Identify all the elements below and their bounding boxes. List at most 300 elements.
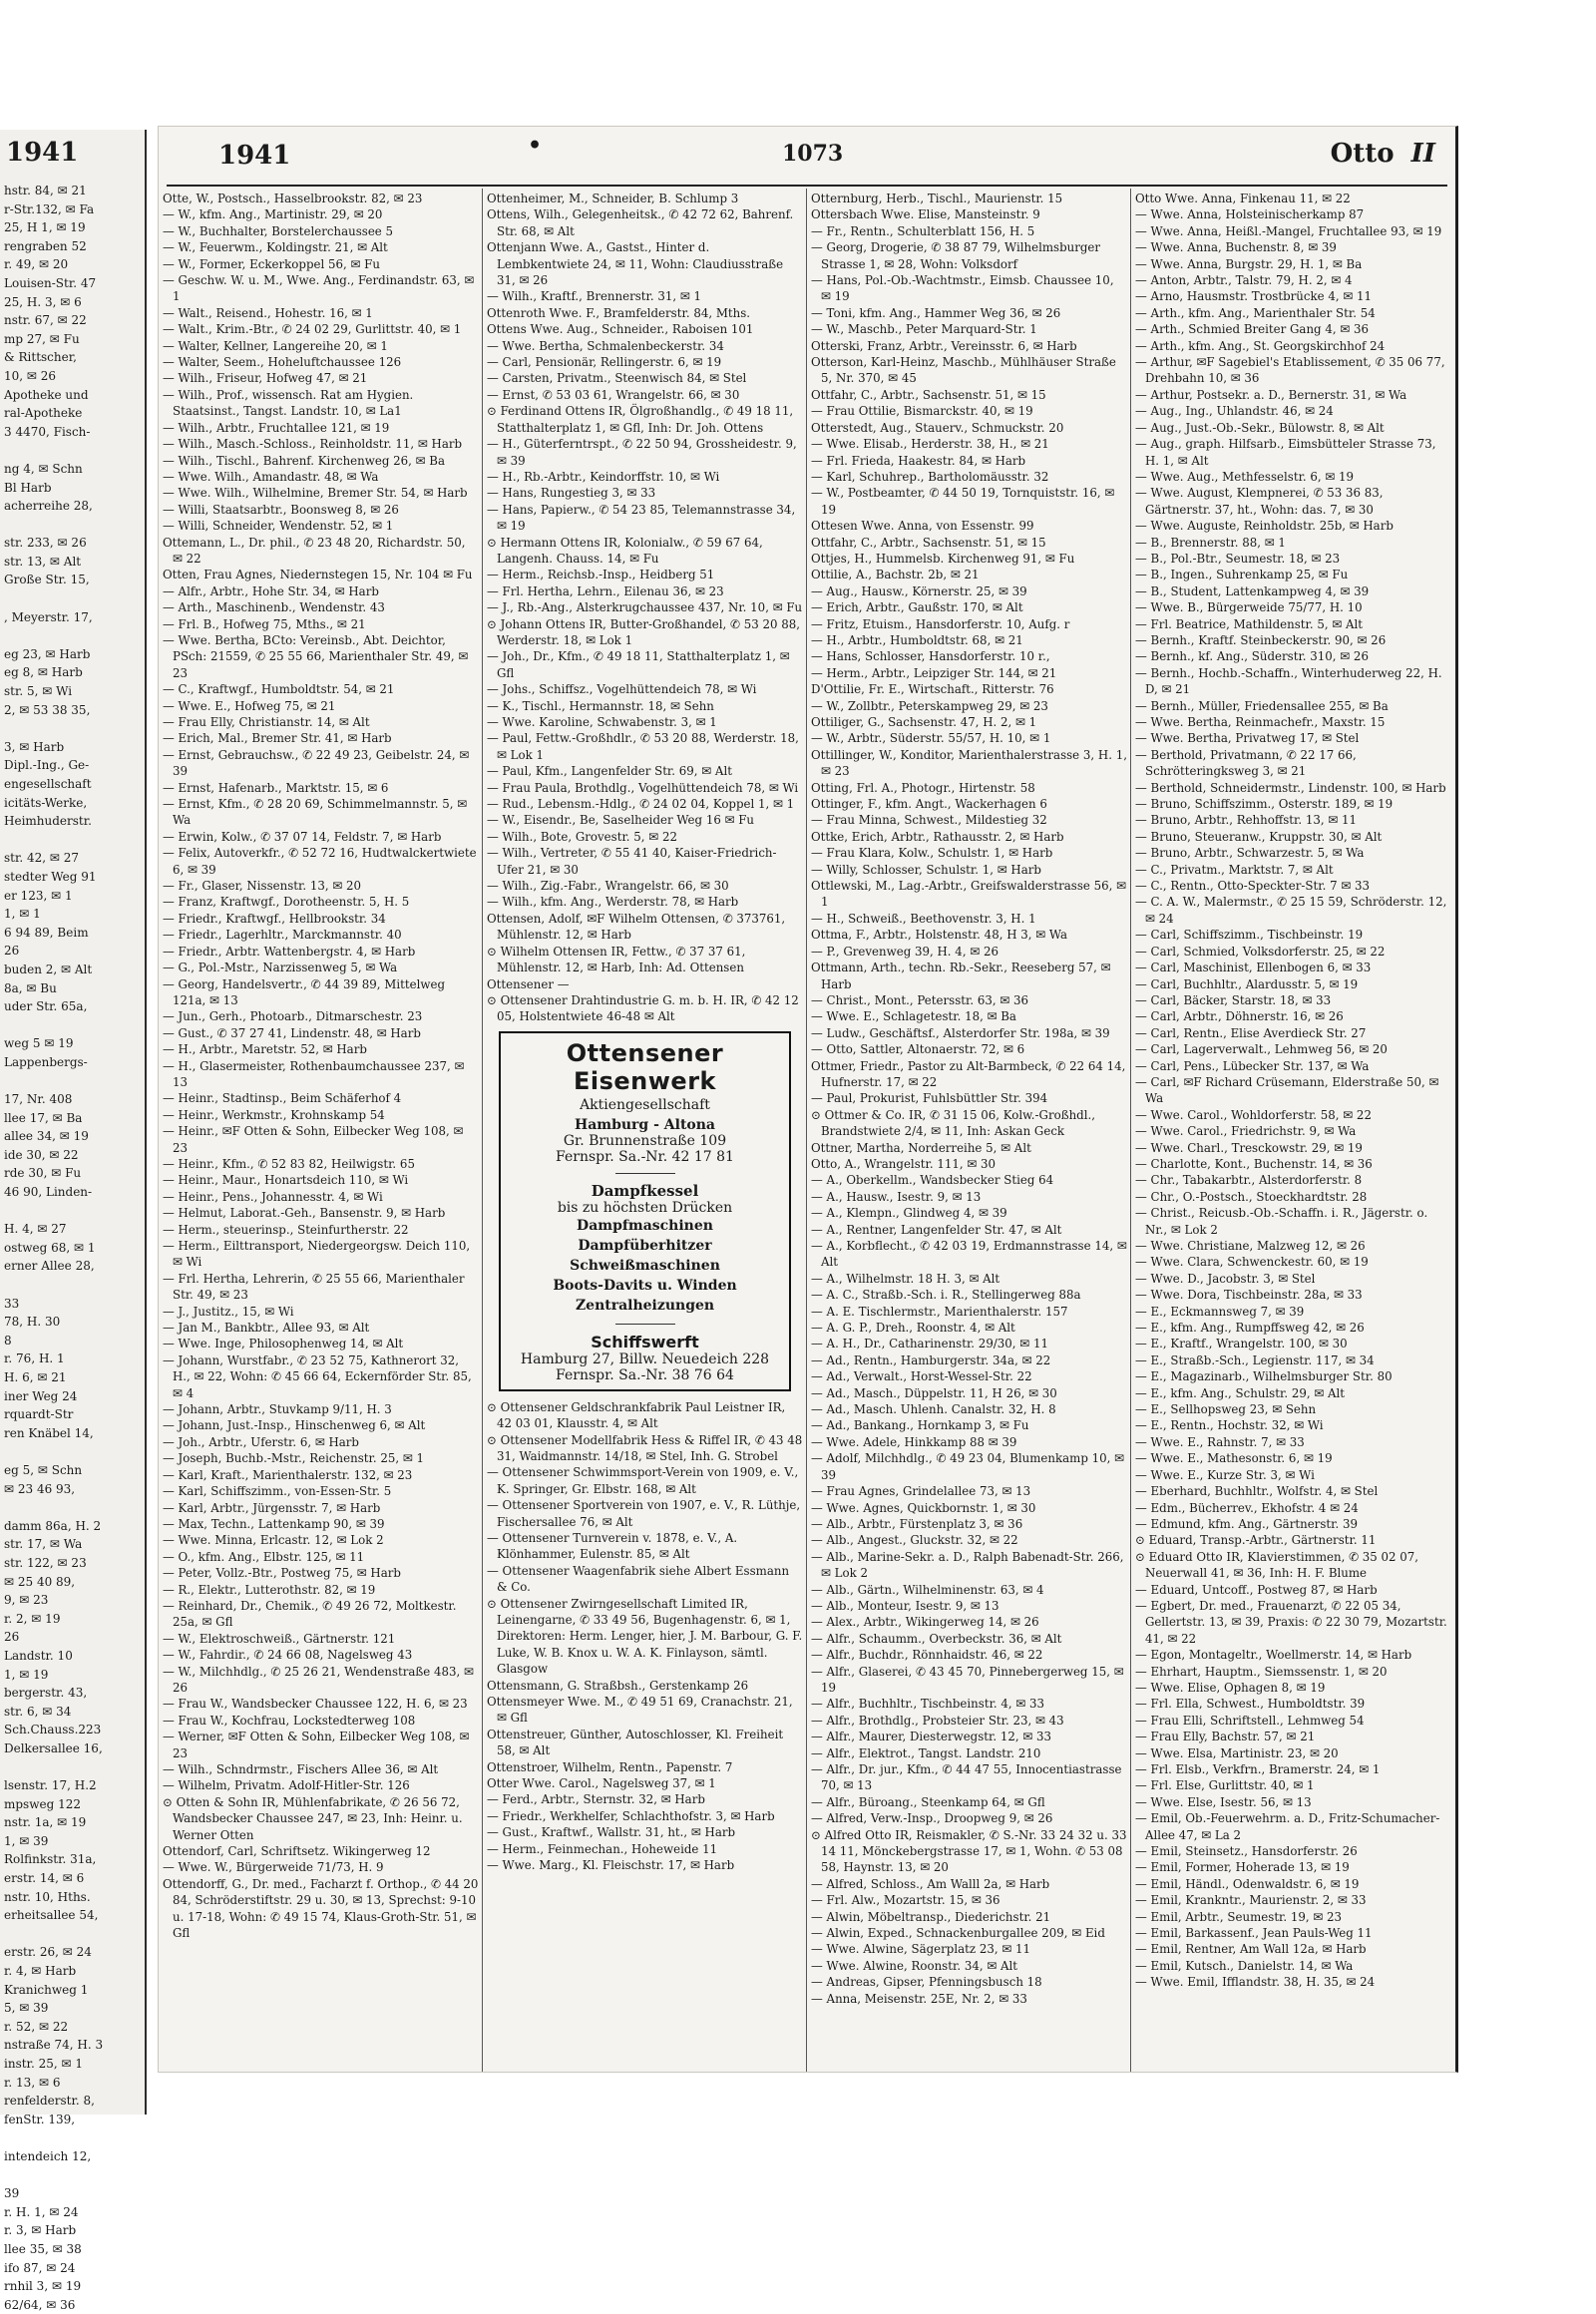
directory-entry: — Herm., Feinmechan., Hoheweide 11 bbox=[487, 1841, 718, 1856]
directory-entry: — Paul, Prokurist, Fuhlsbüttler Str. 394 bbox=[811, 1091, 1048, 1106]
left-page-line: 1, ✉ 19 bbox=[4, 1667, 49, 1682]
directory-entry: — Anton, Arbtr., Talstr. 79, H. 2, ✉ 4 bbox=[1135, 273, 1353, 288]
directory-entry: — Felix, Autoverkfr., ✆ 52 72 16, Hudtwalckertwiete 6, ✉ 39 bbox=[163, 846, 477, 877]
directory-entry: — E., Magazinarb., Wilhelmsburger Str. 80 bbox=[1135, 1369, 1393, 1384]
directory-entry: ⊙ Hermann Ottens IR, Kolonialw., ✆ 59 67 64, Langenh. Chauss. 14, ✉ Fu bbox=[487, 535, 763, 566]
column-3 bbox=[807, 189, 1131, 2072]
directory-entry: — Alfr., Schaumm., Overbeckstr. 36, ✉ Alt bbox=[811, 1631, 1062, 1646]
directory-entry: — Max, Techn., Lattenkamp 90, ✉ 39 bbox=[163, 1516, 385, 1531]
directory-entry: Otter Wwe. Carol., Nagelsweg 37, ✉ 1 bbox=[487, 1776, 716, 1791]
directory-entry: — Adolf, Milchhdlg., ✆ 49 23 04, Blumenkamp 10, ✉ 39 bbox=[811, 1451, 1125, 1482]
directory-entry: — W., Postbeamter, ✆ 44 50 19, Tornquiststr. 16, ✉ 19 bbox=[811, 486, 1115, 517]
directory-entry: — Wwe. Anna, Holsteinischerkamp 87 bbox=[1135, 207, 1365, 222]
directory-entry: — Wwe. Inge, Philosophenweg 14, ✉ Alt bbox=[163, 1337, 404, 1351]
directory-entry: — A. G. P., Dreh., Roonstr. 4, ✉ Alt bbox=[811, 1321, 1015, 1336]
directory-entry: — Arth., kfm. Ang., Marienthaler Str. 54 bbox=[1135, 305, 1376, 320]
left-page-line: allee 34, ✉ 19 bbox=[4, 1129, 89, 1144]
directory-entry: — Ernst, Kfm., ✆ 28 20 69, Schimmelmannstr. 5, ✉ Wa bbox=[163, 797, 468, 828]
left-page-line: ral-Apotheke bbox=[4, 406, 83, 421]
directory-entry: — J., Rb.-Ang., Alsterkrugchaussee 437, Nr. 10, ✉ Fu bbox=[487, 600, 803, 615]
directory-entry: — Wilh., Tischl., Bahrenf. Kirchenweg 26, ✉ Ba bbox=[163, 453, 445, 468]
directory-entry: — Wilh., Masch.-Schloss., Reinholdstr. 11, ✉ Harb bbox=[163, 437, 463, 452]
directory-entry: ⊙ Eduard Otto IR, Klavierstimmen, ✆ 35 02 07, Neuerwall 41, ✉ 36, Inh: H. F. Blume bbox=[1135, 1549, 1419, 1581]
directory-entry: — Ottensener Turnverein v. 1878, e. V., A. Klönhammer, Eulenstr. 85, ✉ Alt bbox=[487, 1530, 738, 1562]
directory-entry: — Frl. Frieda, Haakestr. 84, ✉ Harb bbox=[811, 453, 1026, 468]
directory-entry: Otterski, Franz, Arbtr., Vereinsstr. 6, ✉ Harb bbox=[811, 338, 1077, 353]
left-page-line: 9, ✉ 23 bbox=[4, 1593, 49, 1608]
left-page-line: iner Weg 24 bbox=[4, 1388, 78, 1403]
directory-entry: — Hans, Pol.-Ob.-Wachtmstr., Eimsb. Chaussee 10, ✉ 19 bbox=[811, 273, 1114, 304]
directory-entry: — Bernh., kf. Ang., Süderstr. 310, ✉ 26 bbox=[1135, 649, 1369, 664]
directory-entry: — Ottensener Schwimmsport-Verein von 1909, e. V., K. Springer, Gr. Elbstr. 168, ✉ Alt bbox=[487, 1465, 799, 1496]
left-page-line: llee 17, ✉ Ba bbox=[4, 1110, 83, 1125]
directory-entry: — Wwe. E., Kurze Str. 3, ✉ Wi bbox=[1135, 1467, 1315, 1482]
directory-entry: — Aug., Just.-Ob.-Sekr., Bülowstr. 8, ✉ Alt bbox=[1135, 420, 1385, 435]
directory-entry: — Joseph, Buchb.-Mstr., Reichenstr. 25, ✉ 1 bbox=[163, 1451, 424, 1466]
directory-entry: — Wwe. Alwine, Roonstr. 34, ✉ Alt bbox=[811, 1958, 1017, 1973]
left-page-line: nstr. 67, ✉ 22 bbox=[4, 313, 87, 328]
left-page-line bbox=[4, 1276, 139, 1295]
directory-entry: — Wwe. B., Bürgerweide 75/77, H. 10 bbox=[1135, 600, 1363, 615]
left-page-line: r. 76, H. 1 bbox=[4, 1351, 65, 1366]
left-page-line: instr. 25, ✉ 1 bbox=[4, 2056, 83, 2071]
directory-entry: — Arth., Schmied Breiter Gang 4, ✉ 36 bbox=[1135, 322, 1370, 337]
directory-entry: — Egon, Montageltr., Woellmerstr. 14, ✉ Harb bbox=[1135, 1648, 1412, 1663]
directory-entry: — Charlotte, Kont., Buchenstr. 14, ✉ 36 bbox=[1135, 1156, 1373, 1171]
directory-entry: — Frl. Elsb., Verkfrn., Bramerstr. 24, ✉ 1 bbox=[1135, 1762, 1381, 1776]
directory-entry: — W., kfm. Ang., Martinistr. 29, ✉ 20 bbox=[163, 207, 383, 222]
directory-entry: — Walt., Reisend., Hohestr. 16, ✉ 1 bbox=[163, 305, 373, 320]
directory-entry: — Frau Ottilie, Bismarckstr. 40, ✉ 19 bbox=[811, 404, 1033, 419]
directory-entry: — Wwe. E., Schlagetestr. 18, ✉ Ba bbox=[811, 1009, 1016, 1024]
directory-entry: — Alfr., Elektrot., Tangst. Landstr. 210 bbox=[811, 1745, 1041, 1760]
left-page-line: rnhil 3, ✉ 19 bbox=[4, 2279, 82, 2294]
directory-entry: — Willi, Staatsarbtr., Boonsweg 8, ✉ 26 bbox=[163, 502, 399, 517]
directory-entry: — H., Schweiß., Beethovenstr. 3, H. 1 bbox=[811, 911, 1036, 926]
directory-entry: — Ernst, Hafenarb., Marktstr. 15, ✉ 6 bbox=[163, 780, 389, 795]
directory-entry: — Carsten, Privatm., Steenwisch 84, ✉ Stel bbox=[487, 371, 747, 386]
left-page-line: 2, ✉ 53 38 35, bbox=[4, 702, 91, 717]
directory-entry: — Otto, Sattler, Altonaerstr. 72, ✉ 6 bbox=[811, 1042, 1025, 1057]
ad-heading: Dampfkessel bbox=[591, 1181, 699, 1200]
directory-entry: — O., kfm. Ang., Elbstr. 125, ✉ 11 bbox=[163, 1549, 365, 1564]
directory-entry: — Fritz, Etuism., Hansdorferstr. 10, Aufg. r bbox=[811, 616, 1070, 631]
directory-entry: — Wwe. Marg., Kl. Fleischstr. 17, ✉ Harb bbox=[487, 1858, 735, 1873]
ad-separator bbox=[615, 1173, 675, 1174]
directory-entry: — Carl, Pens., Lübecker Str. 137, ✉ Wa bbox=[1135, 1058, 1370, 1073]
directory-entry: Otting, Frl. A., Photogr., Hirtenstr. 58 bbox=[811, 780, 1035, 795]
directory-entry: — Heinr., Pens., Johannesstr. 4, ✉ Wi bbox=[163, 1189, 383, 1204]
directory-entry: Ottenheimer, M., Schneider, B. Schlump 3 bbox=[487, 192, 739, 205]
directory-entry: — Ottensener Sportverein von 1907, e. V., R. Lüthje, Fischersallee 76, ✉ Alt bbox=[487, 1498, 801, 1529]
left-page-line: ✉ 23 46 93, bbox=[4, 1481, 76, 1496]
directory-entry: — Carl, Bäcker, Starstr. 18, ✉ 33 bbox=[1135, 992, 1332, 1007]
left-page-line: 26 bbox=[4, 944, 20, 959]
left-page-line: Landstr. 10 bbox=[4, 1648, 73, 1663]
directory-entry: Ottendorf, Carl, Schriftsetz. Wikingerweg 12 bbox=[163, 1844, 431, 1859]
directory-entry: — Johann, Wurstfabr., ✆ 23 52 75, Kathnerort 32, H., ✉ 22, Wohn: ✆ 45 66 64, Eckernförder Str. 85, ✉ 4 bbox=[163, 1352, 472, 1400]
directory-entry: — Joh., Arbtr., Uferstr. 6, ✉ Harb bbox=[163, 1434, 359, 1449]
left-page-line: str. 6, ✉ 34 bbox=[4, 1704, 72, 1719]
directory-entry: — Emil, Rentner, Am Wall 12a, ✉ Harb bbox=[1135, 1942, 1367, 1957]
ad-heading-sub: bis zu höchsten Drücken bbox=[557, 1199, 733, 1216]
directory-entry: — Georg, Drogerie, ✆ 38 87 79, Wilhelmsburger Strasse 1, ✉ 28, Wohn: Volksdorf bbox=[811, 240, 1101, 271]
directory-entry: — Chr., Tabakarbtr., Alsterdorferstr. 8 bbox=[1135, 1173, 1363, 1188]
directory-entry: — Wwe. Charl., Tresckowstr. 29, ✉ 19 bbox=[1135, 1140, 1363, 1155]
left-page-fragment bbox=[0, 130, 147, 2312]
directory-entry: Ottersbach Wwe. Elise, Mansteinstr. 9 bbox=[811, 207, 1040, 222]
left-page-line: 39 bbox=[4, 2186, 20, 2201]
directory-entry: — E., kfm. Ang., Rumpffsweg 42, ✉ 26 bbox=[1135, 1321, 1365, 1336]
directory-entry: — Wilh., Zig.-Fabr., Wrangelstr. 66, ✉ 30 bbox=[487, 879, 729, 894]
header-volume: II bbox=[1410, 139, 1435, 169]
left-page-line: Sch.Chauss.223 bbox=[4, 1723, 102, 1737]
left-page-line: 8a, ✉ Bu bbox=[4, 980, 57, 995]
directory-entry: — Erwin, Kolw., ✆ 37 07 14, Feldstr. 7, ✉ Harb bbox=[163, 829, 442, 844]
directory-entry: — Wwe. Wilh., Wilhelmine, Bremer Str. 54, ✉ Harb bbox=[163, 486, 468, 501]
directory-entry: — Gust., Kraftwf., Wallstr. 31, ht., ✉ Harb bbox=[487, 1825, 736, 1840]
directory-entry: — A., Korbflecht., ✆ 42 03 19, Erdmannstrasse 14, ✉ Alt bbox=[811, 1239, 1127, 1270]
left-page-line: 8 bbox=[4, 1333, 12, 1348]
directory-entry: — C., Privatm., Marktstr. 7, ✉ Alt bbox=[1135, 862, 1334, 877]
directory-entry: — Wwe. Elisab., Herderstr. 38, H., ✉ 21 bbox=[811, 437, 1049, 452]
left-page-line: hstr. 84, ✉ 21 bbox=[4, 184, 87, 197]
directory-entry: — Paul, Fettw.-Großhdlr., ✆ 53 20 88, Werderstr. 18, ✉ Lok 1 bbox=[487, 731, 799, 762]
directory-entry: — Toni, kfm. Ang., Hammer Weg 36, ✉ 26 bbox=[811, 305, 1061, 320]
directory-entry: Ottenroth Wwe. F., Bramfelderstr. 84, Mths. bbox=[487, 305, 751, 320]
directory-entry: — Arthur, ✉F Sagebiel's Etablissement, ✆ 35 06 77, Drehbahn 10, ✉ 36 bbox=[1135, 355, 1445, 386]
left-page-line bbox=[4, 2166, 139, 2185]
directory-entry: — Chr., O.-Postsch., Stoeckhardtstr. 28 bbox=[1135, 1189, 1368, 1204]
left-page-line: r-Str.132, ✉ Fa bbox=[4, 201, 95, 216]
directory-entry: — Wwe. Bertha, Schmalenbeckerstr. 34 bbox=[487, 338, 724, 353]
directory-entry: Otto, A., Wrangelstr. 111, ✉ 30 bbox=[811, 1156, 996, 1171]
directory-entry: ⊙ Ferdinand Ottens IR, Ölgroßhandlg., ✆ 49 18 11, Statthalterplatz 1, ✉ Gfl, Inh: Dr. Joh. Ottens bbox=[487, 404, 794, 435]
directory-entry: ⊙ Ottensener Zwirngesellschaft Limited IR, Leinengarne, ✆ 33 49 56, Bugenhagenstr. 6, ✉ 1, Direktoren: Herm. Lenger, hier, J. M. Barbour, G. F. Luke, W. B. Knox u. W. A. K. Finlayson, sämtl. Glasgow bbox=[487, 1596, 803, 1677]
directory-entry: — W., Former, Eckerkoppel 56, ✉ Fu bbox=[163, 256, 380, 271]
left-page-line bbox=[4, 831, 139, 850]
directory-entry: — Willi, Schneider, Wendenstr. 52, ✉ 1 bbox=[163, 519, 394, 534]
directory-entry: — Ad., Bankang., Hornkamp 3, ✉ Fu bbox=[811, 1418, 1029, 1433]
directory-entry: — Heinr., Maur., Honartsdeich 110, ✉ Wi bbox=[163, 1173, 409, 1188]
directory-entry: — Walter, Seem., Hoheluftchaussee 126 bbox=[163, 355, 402, 370]
directory-entry: — Willy, Schlosser, Schulstr. 1, ✉ Harb bbox=[811, 862, 1041, 877]
directory-entry: Ottendorff, G., Dr. med., Facharzt f. Orthop., ✆ 44 20 84, Schröderstiftstr. 29 u. 30, ✉ 13, Sprechst: 9-10 u. 17-18, Wohn: ✆ 49 15 74, Klaus-Groth-Str. 51, ✉ Gfl bbox=[163, 1876, 479, 1941]
left-page-line: erner Allee 28, bbox=[4, 1259, 95, 1274]
left-page-line: 1, ✉ 39 bbox=[4, 1833, 49, 1848]
directory-entry: — Heinr., Werkmstr., Krohnskamp 54 bbox=[163, 1107, 385, 1122]
directory-entry: — Wwe. D., Jacobstr. 3, ✉ Stel bbox=[1135, 1271, 1316, 1286]
advertisement-ottensener-eisenwerk bbox=[499, 1031, 791, 1391]
directory-entry: — Carl, Schmied, Volksdorferstr. 25, ✉ 22 bbox=[1135, 944, 1386, 959]
directory-entry: — E., Straßb.-Sch., Legienstr. 117, ✉ 34 bbox=[1135, 1352, 1375, 1367]
left-page-line: 33 bbox=[4, 1296, 20, 1311]
directory-entry: — Emil, Former, Hoherade 13, ✉ 19 bbox=[1135, 1860, 1350, 1875]
left-page-line: Heimhuderstr. bbox=[4, 814, 92, 829]
directory-entry: — Johann, Just.-Insp., Hinschenweg 6, ✉ Alt bbox=[163, 1418, 426, 1433]
left-page-line: H. 4, ✉ 27 bbox=[4, 1222, 67, 1237]
directory-entry: — Herm., Eilttransport, Niedergeorgsw. Deich 110, ✉ Wi bbox=[163, 1239, 471, 1270]
directory-columns bbox=[159, 189, 1455, 2072]
left-page-line: Delkersallee 16, bbox=[4, 1740, 103, 1755]
directory-entry: — Friedr., Lagerhltr., Marckmannstr. 40 bbox=[163, 928, 402, 943]
left-page-line: r. 3, ✉ Harb bbox=[4, 2223, 77, 2238]
directory-entry: — Emil, Ob.-Feuerwehrm. a. D., Fritz-Schumacher-Allee 47, ✉ La 2 bbox=[1135, 1811, 1440, 1842]
directory-entry: — Herm., steuerinsp., Steinfurtherstr. 22 bbox=[163, 1222, 409, 1237]
directory-entry: — Frau Minna, Schwest., Mildestieg 32 bbox=[811, 813, 1047, 828]
directory-entry: — Heinr., Stadtinsp., Beim Schäferhof 4 bbox=[163, 1091, 402, 1106]
left-page-line: 1, ✉ 1 bbox=[4, 907, 41, 922]
directory-entry: — Alwin, Exped., Schnackenburgallee 209, ✉ Eid bbox=[811, 1926, 1105, 1941]
ad-product: Zentralheizungen bbox=[575, 1297, 715, 1314]
directory-entry: — Wwe. Emil, Ifflandstr. 38, H. 35, ✉ 24 bbox=[1135, 1975, 1376, 1990]
left-page-line bbox=[4, 516, 139, 535]
directory-entry: Ottenstreuer, Günther, Autoschlosser, Kl. Freiheit 58, ✉ Alt bbox=[487, 1727, 784, 1758]
left-page-line: 6 94 89, Beim bbox=[4, 925, 89, 940]
directory-entry: — Frl. Beatrice, Mathildenstr. 5, ✉ Alt bbox=[1135, 616, 1364, 631]
directory-entry: — Ottensener Waagenfabrik siehe Albert Essmann & Co. bbox=[487, 1563, 790, 1595]
left-page-line: mpsweg 122 bbox=[4, 1796, 81, 1811]
directory-entry: — Carl, Schiffszimm., Tischbeinstr. 19 bbox=[1135, 928, 1364, 943]
column-2-entries-bottom bbox=[487, 1399, 803, 1874]
directory-entry: — Wwe. Elise, Ophagen 8, ✉ 19 bbox=[1135, 1680, 1326, 1695]
left-page-line bbox=[4, 1925, 139, 1944]
left-page-line: Dipl.-Ing., Ge- bbox=[4, 758, 90, 773]
directory-entry: — Berthold, Schneidermstr., Lindenstr. 100, ✉ Harb bbox=[1135, 780, 1446, 795]
directory-entry: — K., Tischl., Hermannstr. 18, ✉ Sehn bbox=[487, 698, 714, 713]
directory-entry: — Alfr., Buchhltr., Tischbeinstr. 4, ✉ 33 bbox=[811, 1697, 1045, 1712]
directory-entry: — Carl, Lagerverwalt., Lehmweg 56, ✉ 20 bbox=[1135, 1042, 1388, 1057]
directory-entry: Otte, W., Postsch., Hasselbrookstr. 82, ✉ 23 bbox=[163, 192, 423, 205]
left-page-line: weg 5 ✉ 19 bbox=[4, 1036, 74, 1051]
directory-entry: — W., Eisendr., Be, Saselheider Weg 16 ✉ Fu bbox=[487, 813, 754, 828]
page-number: 1073 bbox=[782, 141, 844, 167]
directory-entry: — Alfr., Brothdlg., Probsteier Str. 23, ✉ 43 bbox=[811, 1713, 1064, 1728]
directory-entry: — Ad., Verwalt., Horst-Wessel-Str. 22 bbox=[811, 1369, 1032, 1384]
directory-entry: — Heinr., Kfm., ✆ 52 83 82, Heilwigstr. 65 bbox=[163, 1156, 415, 1171]
directory-entry: ⊙ Ottensener Modellfabrik Hess & Riffel IR, ✆ 43 48 31, Waidmannstr. 14/18, ✉ Stel, Inh. G. Strobel bbox=[487, 1432, 803, 1463]
directory-entry: — Frau Elly, Christianstr. 14, ✉ Alt bbox=[163, 715, 370, 729]
directory-entry: — Emil, Arbtr., Seumestr. 19, ✉ 23 bbox=[1135, 1909, 1343, 1924]
directory-entry: ⊙ Otten & Sohn IR, Mühlenfabrikate, ✆ 26 56 72, Wandsbecker Chaussee 247, ✉ 23, Inh: Heinr. u. Werner Otten bbox=[163, 1794, 463, 1842]
directory-entry: — Franz, Kraftwgf., Dorotheenstr. 5, H. 5 bbox=[163, 895, 410, 910]
left-page-line bbox=[4, 1072, 139, 1091]
left-page-line: damm 86a, H. 2 bbox=[4, 1518, 102, 1533]
directory-entry: — Arth., kfm. Ang., St. Georgskirchhof 24 bbox=[1135, 338, 1386, 353]
directory-entry: — Wwe. Elsa, Martinistr. 23, ✉ 20 bbox=[1135, 1745, 1339, 1760]
directory-entry: — A., Rentner, Langenfelder Str. 47, ✉ Alt bbox=[811, 1222, 1062, 1237]
left-page-line: ifo 87, ✉ 24 bbox=[4, 2260, 76, 2275]
directory-entry: — Frau W., Wandsbecker Chaussee 122, H. 6, ✉ 23 bbox=[163, 1697, 468, 1712]
left-page-line: 46 90, Linden- bbox=[4, 1185, 93, 1200]
ad-product: Boots-Davits u. Winden bbox=[553, 1277, 737, 1294]
left-page-line: erstr. 14, ✉ 6 bbox=[4, 1871, 85, 1886]
directory-entry: — Wwe. Anna, Buchenstr. 8, ✉ 39 bbox=[1135, 240, 1337, 255]
directory-entry: — Wwe. Aug., Methfesselstr. 6, ✉ 19 bbox=[1135, 469, 1355, 484]
directory-entry: — Christ., Reicusb.-Ob.-Schaffn. i. R., Jägerstr. o. Nr., ✉ Lok 2 bbox=[1135, 1206, 1428, 1237]
directory-entry: — Wwe. Alwine, Sägerplatz 23, ✉ 11 bbox=[811, 1942, 1030, 1957]
directory-entry: — Alfr., Arbtr., Hohe Str. 34, ✉ Harb bbox=[163, 583, 379, 598]
directory-entry: — Bernh., Kraftf. Steinbeckerstr. 90, ✉ 26 bbox=[1135, 632, 1387, 647]
directory-entry: Ottenjann Wwe. A., Gastst., Hinter d. Lembkentwiete 24, ✉ 11, Wohn: Claudiusstraße 31, ✉ 26 bbox=[487, 240, 784, 288]
directory-entry: — Herm., Arbtr., Leipziger Str. 144, ✉ 21 bbox=[811, 665, 1057, 680]
directory-entry: — A., Hausw., Isestr. 9, ✉ 13 bbox=[811, 1189, 982, 1204]
directory-entry: — Hans, Rungestieg 3, ✉ 33 bbox=[487, 486, 656, 501]
directory-entry: — Frl. Hertha, Lehrerin, ✆ 25 55 66, Marienthaler Str. 49, ✉ 23 bbox=[163, 1271, 465, 1303]
left-page-line: rengraben 52 bbox=[4, 238, 87, 253]
directory-entry: — Ad., Rentn., Hamburgerstr. 34a, ✉ 22 bbox=[811, 1352, 1051, 1367]
ad-product: Schweißmaschinen bbox=[570, 1257, 720, 1274]
directory-entry: — Bernh., Hochb.-Schaffn., Winterhuderweg 22, H. D, ✉ 21 bbox=[1135, 665, 1442, 697]
directory-entry: — Alfr., Buchdr., Rönnhaidstr. 46, ✉ 22 bbox=[811, 1648, 1043, 1663]
directory-entry: — A., Klempn., Glindweg 4, ✉ 39 bbox=[811, 1206, 1007, 1221]
left-page-line: acherreihe 28, bbox=[4, 499, 93, 514]
page-header bbox=[159, 127, 1455, 179]
directory-entry: — Frau Agnes, Grindelallee 73, ✉ 13 bbox=[811, 1484, 1031, 1499]
directory-entry: — Ehrhart, Hauptm., Siemssenstr. 1, ✉ 20 bbox=[1135, 1664, 1388, 1679]
left-page-line: rquardt-Str bbox=[4, 1407, 74, 1422]
directory-entry: — Wwe. Auguste, Reinholdstr. 25b, ✉ Harb bbox=[1135, 519, 1394, 534]
directory-entry: — W., Arbtr., Süderstr. 55/57, H. 10, ✉ 1 bbox=[811, 731, 1051, 746]
directory-entry: — Friedr., Kraftwgf., Hellbrookstr. 34 bbox=[163, 911, 386, 926]
directory-entry: — A., Oberkellm., Wandsbecker Stieg 64 bbox=[811, 1173, 1054, 1188]
directory-entry: — Edm., Bücherrev., Ekhofstr. 4 ✉ 24 bbox=[1135, 1500, 1359, 1515]
directory-entry: — Andreas, Gipser, Pfenningsbusch 18 bbox=[811, 1975, 1042, 1990]
directory-entry: Ottner, Martha, Norderreihe 5, ✉ Alt bbox=[811, 1140, 1031, 1155]
directory-entry: — H., Arbtr., Humboldtstr. 68, ✉ 21 bbox=[811, 632, 1023, 647]
ad-shipyard-address: Hamburg 27, Billw. Neuedeich 228 bbox=[520, 1350, 770, 1367]
directory-entry: — Wilhelm, Privatm. Adolf-Hitler-Str. 126 bbox=[163, 1778, 410, 1793]
directory-entry: — H., Arbtr., Maretstr. 52, ✉ Harb bbox=[163, 1042, 367, 1057]
directory-entry: — H., Rb.-Arbtr., Keindorffstr. 10, ✉ Wi bbox=[487, 469, 720, 484]
left-page-line: ide 30, ✉ 22 bbox=[4, 1147, 79, 1162]
directory-entry: — Aug., Ing., Uhlandstr. 46, ✉ 24 bbox=[1135, 404, 1334, 419]
left-page-line: stedter Weg 91 bbox=[4, 869, 97, 884]
directory-entry: — Ernst, Gebrauchsw., ✆ 22 49 23, Geibelstr. 24, ✉ 39 bbox=[163, 747, 470, 779]
directory-entry: — Wilh., Arbtr., Fruchtallee 121, ✉ 19 bbox=[163, 420, 390, 435]
directory-entry: — Frau Elli, Schriftstell., Lehmweg 54 bbox=[1135, 1713, 1365, 1728]
directory-entry: — Carl, Rentn., Elise Averdieck Str. 27 bbox=[1135, 1025, 1367, 1040]
directory-entry: — Alfr., Maurer, Diesterwegstr. 12, ✉ 33 bbox=[811, 1730, 1052, 1744]
left-page-line: r. 2, ✉ 19 bbox=[4, 1611, 61, 1626]
directory-entry: — Heinr., ✉F Otten & Sohn, Eilbecker Weg 108, ✉ 23 bbox=[163, 1124, 464, 1155]
directory-entry: — Carl, Maschinist, Ellenbogen 6, ✉ 33 bbox=[1135, 961, 1372, 975]
left-page-year: 1941 bbox=[6, 138, 79, 168]
left-page-line: Lappenbergs- bbox=[4, 1054, 88, 1069]
directory-entry: — Ferd., Arbtr., Sternstr. 32, ✉ Harb bbox=[487, 1792, 705, 1807]
directory-entry: — Wwe. Carol., Friedrichstr. 9, ✉ Wa bbox=[1135, 1124, 1357, 1139]
directory-entry: — Alfred, Verw.-Insp., Droopweg 9, ✉ 26 bbox=[811, 1811, 1053, 1826]
directory-entry: — B., Student, Lattenkampweg 4, ✉ 39 bbox=[1135, 583, 1370, 598]
directory-entry: — Wilh., Bote, Grovestr. 5, ✉ 22 bbox=[487, 829, 677, 844]
directory-entry: — Wilh., kfm. Ang., Werderstr. 78, ✉ Harb bbox=[487, 895, 739, 910]
directory-entry: Ottensen, Adolf, ✉F Wilhelm Ottensen, ✆ 373761, Mühlenstr. 12, ✉ Harb bbox=[487, 911, 786, 943]
directory-entry: Ottiliger, G., Sachsenstr. 47, H. 2, ✉ 1 bbox=[811, 715, 1037, 729]
directory-entry: — Alb., Gärtn., Wilhelminenstr. 63, ✉ 4 bbox=[811, 1582, 1044, 1597]
left-page-line: str. 122, ✉ 23 bbox=[4, 1555, 87, 1570]
ad-street: Gr. Brunnenstraße 109 bbox=[563, 1132, 727, 1149]
left-page-line: 78, H. 30 bbox=[4, 1315, 61, 1330]
directory-entry: — Jan M., Bankbtr., Allee 93, ✉ Alt bbox=[163, 1321, 370, 1336]
directory-entry: — Friedr., Werkhelfer, Schlachthofstr. 3, ✉ Harb bbox=[487, 1808, 775, 1823]
ad-product: Dampfüberhitzer bbox=[578, 1237, 712, 1254]
directory-entry: — Wwe. Wilh., Amandastr. 48, ✉ Wa bbox=[163, 469, 379, 484]
directory-entry: — W., Fahrdir., ✆ 24 66 08, Nagelsweg 43 bbox=[163, 1648, 413, 1663]
header-name bbox=[1331, 139, 1435, 169]
ad-city: Hamburg - Altona bbox=[574, 1116, 716, 1133]
directory-entry: — W., Elektroschweiß., Gärtnerstr. 121 bbox=[163, 1631, 396, 1646]
directory-entry: Ottinger, F., kfm. Angt., Wackerhagen 6 bbox=[811, 797, 1047, 812]
directory-entry: — Ad., Masch., Düppelstr. 11, H 26, ✉ 30 bbox=[811, 1385, 1057, 1400]
left-page-line: str. 13, ✉ Alt bbox=[4, 554, 82, 569]
directory-entry: — E., Kraftf., Wrangelstr. 100, ✉ 30 bbox=[1135, 1337, 1348, 1351]
directory-entry: — Frl. Else, Gurlittstr. 40, ✉ 1 bbox=[1135, 1778, 1315, 1793]
directory-entry: — Emil, Barkassenf., Jean Pauls-Weg 11 bbox=[1135, 1926, 1373, 1941]
directory-entry: — Wwe. Agnes, Quickbornstr. 1, ✉ 30 bbox=[811, 1500, 1036, 1515]
directory-entry: — Frl. Alw., Mozartstr. 15, ✉ 36 bbox=[811, 1893, 1000, 1908]
left-page-line: r. 49, ✉ 20 bbox=[4, 257, 69, 272]
directory-entry: Ottillinger, W., Konditor, Marienthalerstrasse 3, H. 1, ✉ 23 bbox=[811, 747, 1127, 779]
left-page-line: llee 35, ✉ 38 bbox=[4, 2241, 82, 2256]
column-1 bbox=[159, 189, 483, 2072]
directory-entry: — W., Milchhdlg., ✆ 25 26 21, Wendenstraße 483, ✉ 26 bbox=[163, 1664, 474, 1695]
left-page-line: nstr. 1a, ✉ 19 bbox=[4, 1815, 87, 1830]
directory-entry: — Alex., Arbtr., Wikingerweg 14, ✉ 26 bbox=[811, 1615, 1039, 1630]
directory-entry: — Emil, Steinsetz., Hansdorferstr. 26 bbox=[1135, 1844, 1358, 1859]
directory-entry: Ottfahr, C., Arbtr., Sachsenstr. 51, ✉ 15 bbox=[811, 387, 1046, 402]
directory-entry: — Emil, Händl., Odenwaldstr. 6, ✉ 19 bbox=[1135, 1876, 1360, 1891]
left-page-line: r. 52, ✉ 22 bbox=[4, 2019, 69, 2034]
directory-entry: — Frau Elly, Bachstr. 57, ✉ 21 bbox=[1135, 1730, 1316, 1744]
left-page-line bbox=[4, 626, 139, 645]
directory-entry: — Wilh., Vertreter, ✆ 55 41 40, Kaiser-Friedrich-Ufer 21, ✉ 30 bbox=[487, 846, 777, 877]
directory-entry: — Alfred, Schloss., Am Walll 2a, ✉ Harb bbox=[811, 1876, 1050, 1891]
left-page-line: & Rittscher, bbox=[4, 350, 77, 365]
left-page-line bbox=[4, 1442, 139, 1461]
left-page-line: lsenstr. 17, H.2 bbox=[4, 1778, 97, 1793]
left-page-line: r. 13, ✉ 6 bbox=[4, 2075, 61, 2090]
directory-entry: — Fr., Rentn., Schulterblatt 156, H. 5 bbox=[811, 223, 1035, 238]
directory-entry: — Wwe. Carol., Wohldorferstr. 58, ✉ 22 bbox=[1135, 1107, 1372, 1122]
ad-separator-2 bbox=[615, 1324, 675, 1325]
left-page-line: Rolfinkstr. 31a, bbox=[4, 1852, 97, 1867]
directory-entry: — Wwe. Else, Isestr. 56, ✉ 13 bbox=[1135, 1794, 1312, 1809]
directory-entry: — Wwe. Bertha, BCto: Vereinsb., Abt. Deichtor, PSch: 21559, ✆ 25 55 66, Marienthaler Str. 49, ✉ 23 bbox=[163, 632, 469, 680]
directory-entry: — B., Pol.-Btr., Seumestr. 18, ✉ 23 bbox=[1135, 551, 1341, 566]
directory-entry: — Geschw. W. u. M., Wwe. Ang., Ferdinandstr. 63, ✉ 1 bbox=[163, 273, 475, 304]
directory-entry: — C., Kraftwgf., Humboldtstr. 54, ✉ 21 bbox=[163, 682, 395, 697]
directory-entry: — Frl. Ella, Schwest., Humboldtstr. 39 bbox=[1135, 1697, 1366, 1712]
directory-entry: — Karl, Schuhrep., Bartholomäusstr. 32 bbox=[811, 469, 1049, 484]
directory-entry: — Wwe. August, Klempnerei, ✆ 53 36 83, Gärtnerstr. 37, ht., Wohn: das. 7, ✉ 30 bbox=[1135, 486, 1384, 517]
left-page-line: Kranichweg 1 bbox=[4, 1982, 89, 1997]
directory-entry: — Karl, Schiffszimm., von-Essen-Str. 5 bbox=[163, 1484, 392, 1499]
directory-entry: — E., Eckmannsweg 7, ✉ 39 bbox=[1135, 1304, 1305, 1319]
directory-entry: — Erich, Mal., Bremer Str. 41, ✉ Harb bbox=[163, 731, 392, 746]
left-page-lines bbox=[4, 182, 139, 2314]
directory-entry: — E., Rentn., Hochstr. 32, ✉ Wi bbox=[1135, 1418, 1324, 1433]
directory-entry: Ottmann, Arth., techn. Rb.-Sekr., Reeseberg 57, ✉ Harb bbox=[811, 961, 1111, 991]
directory-entry: Ottens, Wilh., Gelegenheitsk., ✆ 42 72 62, Bahrenf. Str. 68, ✉ Alt bbox=[487, 207, 794, 238]
directory-entry: — Wwe. W., Bürgerweide 71/73, H. 9 bbox=[163, 1860, 384, 1875]
directory-entry: Otterson, Karl-Heinz, Maschb., Mühlhäuser Straße 5, Nr. 370, ✉ 45 bbox=[811, 355, 1116, 386]
directory-entry: — Walter, Kellner, Langereihe 20, ✉ 1 bbox=[163, 338, 388, 353]
left-page-line: buden 2, ✉ Alt bbox=[4, 962, 93, 976]
directory-entry: — Frau Paula, Brothdlg., Vogelhüttendeich 78, ✉ Wi bbox=[487, 780, 799, 795]
left-page-line: 3 4470, Fisch- bbox=[4, 424, 91, 439]
left-page-line: erstr. 26, ✉ 24 bbox=[4, 1945, 92, 1960]
directory-entry: Ottenstroer, Wilhelm, Rentn., Papenstr. 7 bbox=[487, 1759, 733, 1774]
